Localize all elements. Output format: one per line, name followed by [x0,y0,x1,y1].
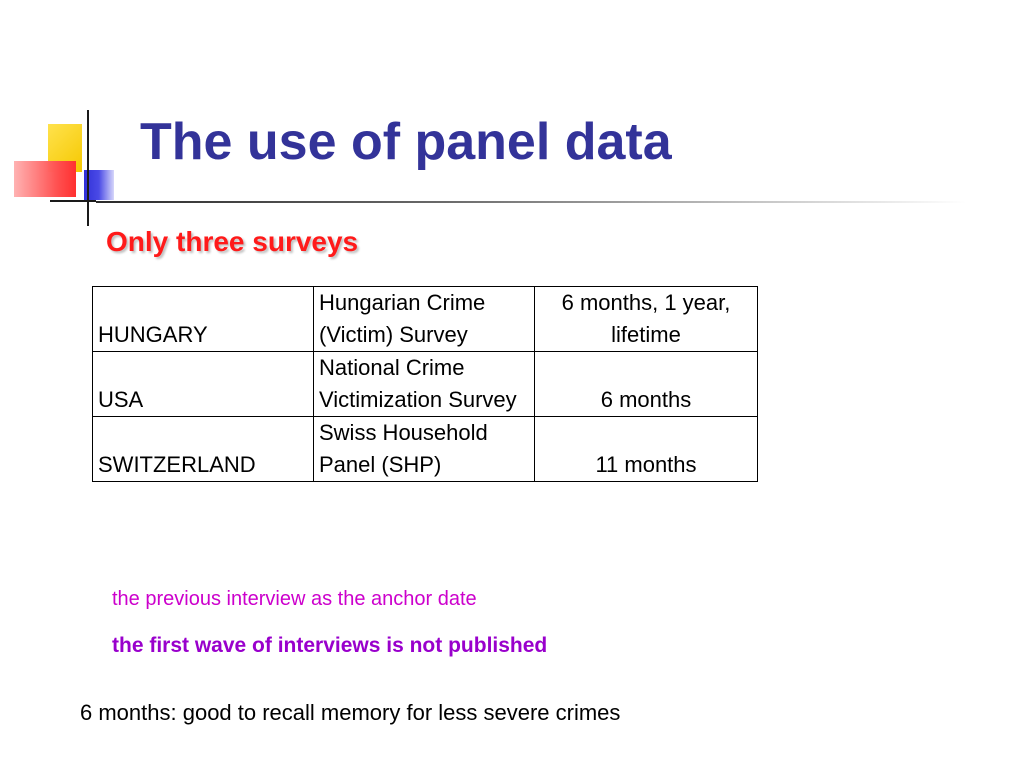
surveys-table [92,286,758,482]
slide-title: The use of panel data [140,113,672,171]
anchor-date-note: the previous interview as the anchor date [112,588,477,610]
table-row [93,287,758,352]
title-divider [96,201,966,203]
survey-cell: National Crime Victimization Survey [314,352,535,417]
table-row [93,352,758,417]
logo-red-square [14,161,76,197]
country-cell: HUNGARY [93,287,314,352]
table-row [93,417,758,482]
logo-vertical-line [87,110,89,226]
slide-subtitle: Only three surveys [106,226,359,257]
survey-cell: Swiss Household Panel (SHP) [314,417,535,482]
period-cell: 11 months [535,417,758,482]
slide-logo-decoration [0,100,150,230]
period-cell: 6 months, 1 year, lifetime [535,287,758,352]
survey-cell: Hungarian Crime (Victim) Survey [314,287,535,352]
logo-horizontal-line [50,200,96,202]
recall-memory-footer: 6 months: good to recall memory for less severe crimes [80,700,621,725]
country-cell: USA [93,352,314,417]
first-wave-note: the first wave of interviews is not published [112,634,548,657]
period-cell: 6 months [535,352,758,417]
country-cell: SWITZERLAND [93,417,314,482]
